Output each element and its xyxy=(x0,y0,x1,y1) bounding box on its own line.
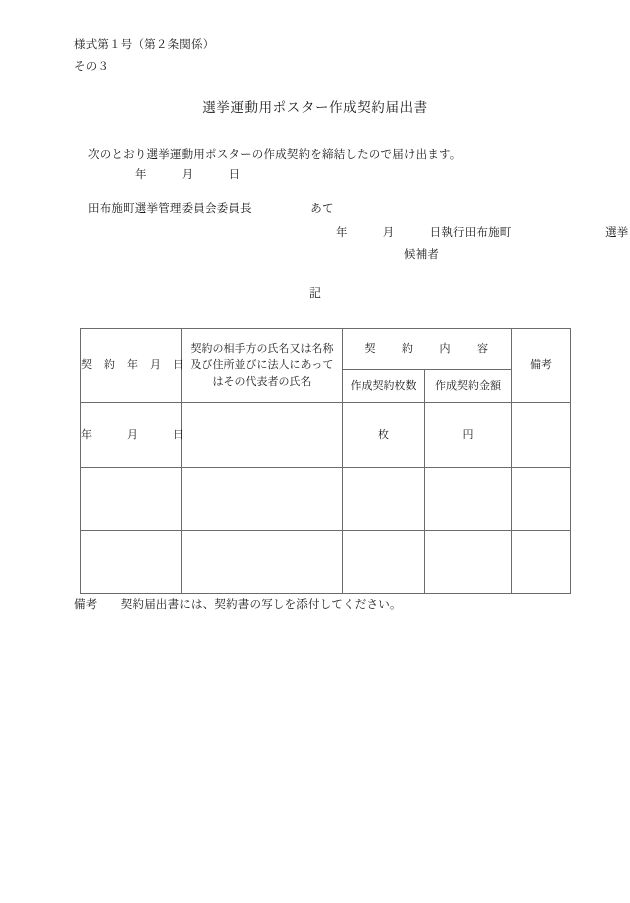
table-row[interactable] xyxy=(81,468,571,531)
cell-sheets[interactable] xyxy=(343,468,425,531)
cell-amount[interactable]: 円 xyxy=(425,403,512,468)
header-counterparty-line-3: はその代表者の氏名 xyxy=(212,375,312,388)
header-remarks: 備考 xyxy=(512,329,571,403)
lead-paragraph: 次のとおり選挙運動用ポスターの作成契約を締結したので届け出ます。 xyxy=(88,149,462,161)
header-counterparty-line-2: 及び住所並びに法人にあって xyxy=(190,359,334,372)
cell-sheets[interactable]: 枚 xyxy=(343,403,425,468)
table-row[interactable] xyxy=(81,403,571,468)
election-date-line: 年 月 日執行田布施町 選挙 xyxy=(336,227,629,239)
cell-amount[interactable] xyxy=(425,531,512,594)
table-row[interactable] xyxy=(81,531,571,594)
cell-contract-date[interactable] xyxy=(81,468,182,531)
cell-contract-date[interactable] xyxy=(81,531,182,594)
cell-contract-date[interactable]: 年 月 日 xyxy=(81,403,182,468)
header-contract-date: 契 約 年 月 日 xyxy=(81,329,182,403)
footnote: 備考 契約届出書には、契約書の写しを添付してください。 xyxy=(74,599,402,611)
cell-amount[interactable] xyxy=(425,468,512,531)
header-sheets: 作成契約枚数 xyxy=(343,370,425,403)
cell-counterparty[interactable] xyxy=(182,468,343,531)
header-counterparty-line-1: 契約の相手方の氏名又は名称 xyxy=(190,342,334,355)
table-header-row-top xyxy=(81,329,571,370)
cell-sheets[interactable] xyxy=(343,531,425,594)
candidate-label: 候補者 xyxy=(404,249,440,261)
header-amount: 作成契約金額 xyxy=(425,370,512,403)
header-contract-content: 契 約 内 容 xyxy=(343,329,512,370)
ki-mark: 記 xyxy=(308,286,321,300)
page-title: 選挙運動用ポスター作成契約届出書 xyxy=(202,100,428,115)
addressee-line: 田布施町選挙管理委員会委員長 あて xyxy=(88,203,334,215)
cell-remarks[interactable] xyxy=(512,531,571,594)
cell-remarks[interactable] xyxy=(512,468,571,531)
contract-table xyxy=(80,328,571,594)
form-subnumber: その３ xyxy=(74,61,110,73)
cell-counterparty[interactable] xyxy=(182,531,343,594)
cell-counterparty[interactable] xyxy=(182,403,343,468)
cell-remarks[interactable] xyxy=(512,403,571,468)
contract-table-wrapper xyxy=(80,328,570,594)
form-number: 様式第１号（第２条関係） xyxy=(74,39,215,51)
header-counterparty xyxy=(182,329,343,403)
submission-date-line: 年 月 日 xyxy=(135,169,241,181)
